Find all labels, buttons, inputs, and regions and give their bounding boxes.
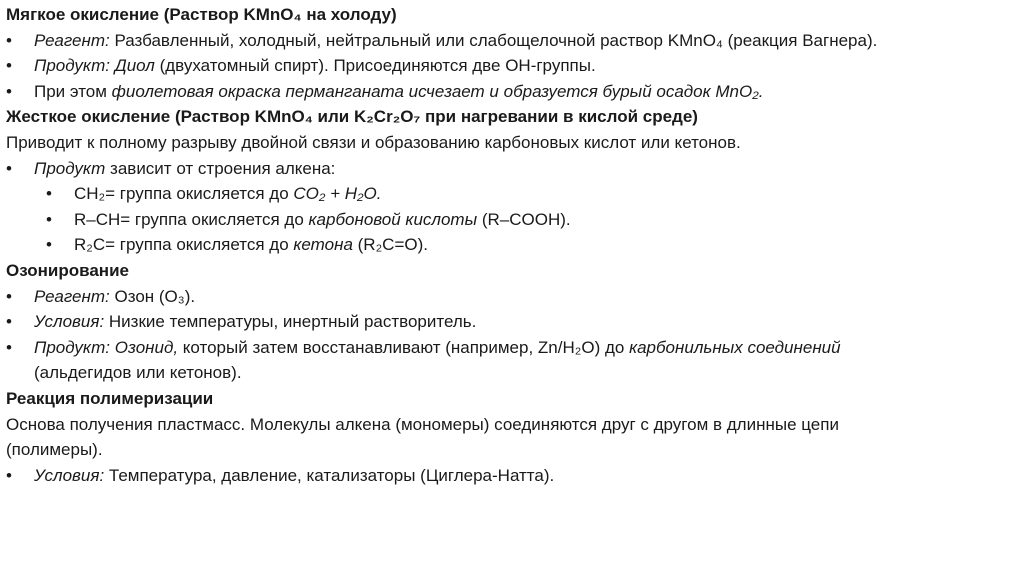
label: Продукт: Диол <box>34 56 155 76</box>
italic-text: фиолетовая окраска перманганата исчезает и образуется бурый осадок MnO₂. <box>111 81 764 101</box>
label: Реагент: <box>34 30 110 50</box>
subbullet-rch <box>6 207 1010 233</box>
italic-text: CO₂ + H₂O. <box>293 184 382 204</box>
label: Условия: <box>34 312 105 332</box>
bullet-ozone-reagent <box>6 284 1010 310</box>
text: Температура, давление, катализаторы (Циглера-Натта). <box>104 465 555 485</box>
subbullet-r2c <box>6 232 1010 258</box>
paragraph-harsh-intro: Приводит к полному разрыву двойной связи и образованию карбоновых кислот или кетонов. <box>6 132 741 152</box>
label: Продукт <box>34 158 106 178</box>
text-post: (R–COOH). <box>477 209 571 229</box>
text: Озон (O₃). <box>109 286 196 306</box>
text: CH₂= группа окисляется до <box>74 184 294 204</box>
paragraph-poly-line2: (полимеры). <box>6 440 103 460</box>
text: При этом <box>34 81 112 101</box>
text: (двухатомный спирт). Присоединяются две OH-группы. <box>154 56 596 76</box>
bullet-ozone-product-continued: (альдегидов или кетонов). <box>34 363 242 383</box>
italic-text: кетона <box>293 235 353 255</box>
label: Продукт: Озонид, <box>34 337 179 357</box>
text: Разбавленный, холодный, нейтральный или слабощелочной раствор KMnO₄ (реакция Вагнера). <box>109 30 878 50</box>
heading-mild-oxidation: Мягкое окисление (Раствор KMnO₄ на холоду) <box>6 5 397 24</box>
heading-polymerization: Реакция полимеризации <box>6 388 214 408</box>
bullet-mild-reagent <box>6 28 1010 54</box>
text: R₂C= группа окисляется до <box>74 235 294 255</box>
italic-text: карбонильных соединений <box>629 337 841 357</box>
label: Условия: <box>34 465 105 485</box>
text: зависит от строения алкена: <box>105 158 336 178</box>
subbullet-ch2 <box>6 181 1010 207</box>
italic-text: карбоновой кислоты <box>308 209 478 229</box>
text: R–CH= группа окисляется до <box>74 209 309 229</box>
bullet-poly-conditions <box>6 463 1010 489</box>
heading-ozonation: Озонирование <box>6 260 129 280</box>
paragraph-poly-line1: Основа получения пластмасс. Молекулы алкена (мономеры) соединяются друг с другом в длинные цепи <box>6 414 839 434</box>
label: Реагент: <box>34 286 110 306</box>
text-post: (R₂C=O). <box>352 235 428 255</box>
bullet-ozone-product <box>6 335 1010 361</box>
bullet-mild-observation <box>6 79 1010 105</box>
text: который затем восстанавливают (например, Zn/H₂O) до <box>178 337 630 357</box>
text: Низкие температуры, инертный растворитель. <box>104 312 477 332</box>
bullet-ozone-conditions <box>6 309 1010 335</box>
heading-harsh-oxidation: Жесткое окисление (Раствор KMnO₄ или K₂Cr₂O₇ при нагревании в кислой среде) <box>6 107 698 127</box>
bullet-harsh-product <box>6 156 1010 182</box>
bullet-mild-product <box>6 53 1010 79</box>
